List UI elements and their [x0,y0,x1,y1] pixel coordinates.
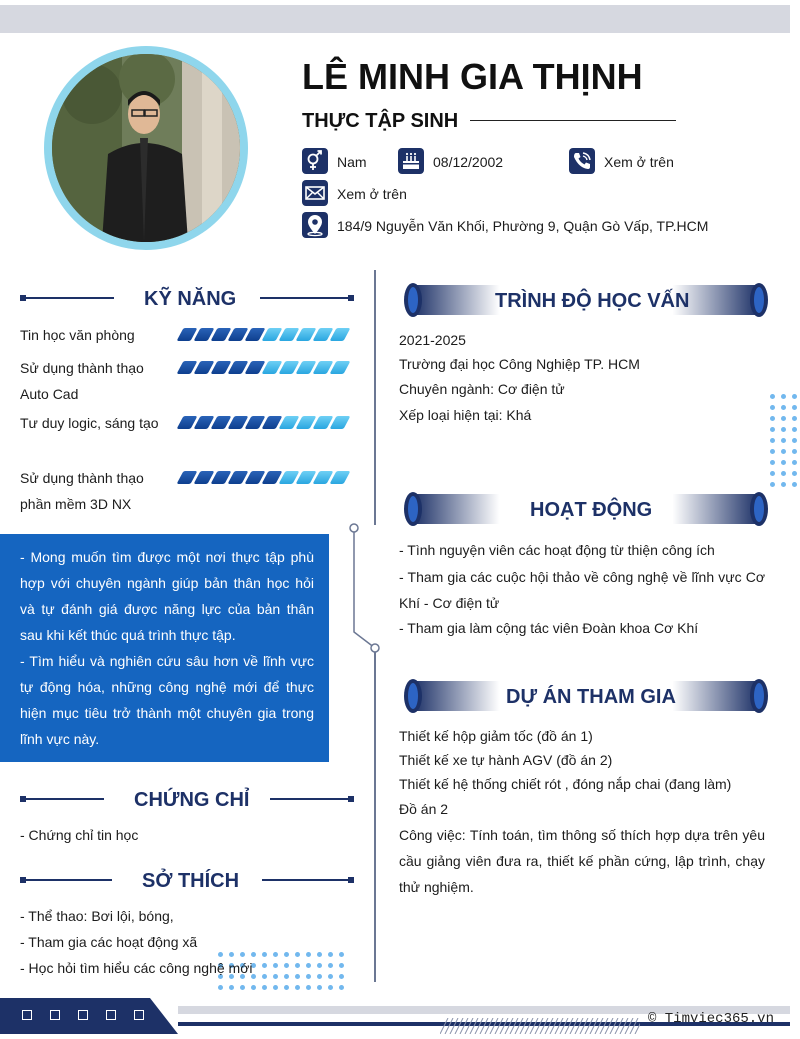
decor-dot [295,952,300,957]
decor-dot [770,394,775,399]
decor-dot [781,438,786,443]
decor-dot [306,963,311,968]
decor-dot [770,449,775,454]
cert-right-line [270,798,350,800]
decor-dot [262,974,267,979]
footer-squares [22,1010,144,1020]
skill-bar-segment [330,328,351,341]
decor-dot [328,952,333,957]
decor-dot [339,963,344,968]
project-line: Thiết kế hệ thống chiết rót , đóng nắp chai (đang làm) [399,776,732,792]
skills-right-line [260,297,350,299]
projects-title: DỰ ÁN THAM GIA [506,686,676,708]
decor-dot [273,985,278,990]
skill-bar-segment [330,471,351,484]
decor-dot-grid-right [770,394,797,487]
hobby-left-line [24,879,112,881]
decor-dot [781,471,786,476]
decor-dot [284,963,289,968]
project-line: Thiết kế xe tự hành AGV (đồ án 2) [399,752,613,768]
decor-dot [339,985,344,990]
decor-dot [770,416,775,421]
birthday-cake-icon [398,148,424,174]
decor-dot [229,985,234,990]
activity-line: - Tham gia các cuộc hội thảo về công nghệ về lĩnh vực Cơ Khí - Cơ điện tử [399,569,765,611]
decor-dot [792,482,797,487]
column-divider-top [374,270,376,525]
address-value: 184/9 Nguyễn Văn Khối, Phường 9, Quận Gò Vấp, TP.HCM [337,218,709,234]
column-divider-bottom [374,652,376,982]
certificates-title: CHỨNG CHỈ [134,789,250,811]
objective-paragraph-2: - Tìm hiểu và nghiên cứu sâu hơn về lĩnh vực tự động hóa, những công nghệ mới để thực hiện mục tiêu trở thành một chuyên gia trong lĩnh vực này. [20,653,314,747]
decor-dot [339,974,344,979]
decor-dot [273,974,278,979]
education-line: 2021-2025 [399,332,466,348]
skill-label: Sử dụng thành thạo Auto Cad [20,360,144,402]
skill-label: Sử dụng thành thạo phần mềm 3D NX [20,470,144,512]
decor-dot [295,963,300,968]
cert-right-square [348,796,354,802]
decor-dot [792,471,797,476]
decor-dot [262,985,267,990]
skill-bars [180,416,347,429]
decor-dot [792,449,797,454]
hobby-right-square [348,877,354,883]
career-objective-box [0,534,329,762]
birthday-value: 08/12/2002 [433,154,504,170]
watermark: © Timviec365.vn [647,1011,774,1027]
education-line: Chuyên ngành: Cơ điện tử [399,381,565,397]
decor-dot [770,471,775,476]
candidate-role: THỰC TẬP SINH [302,110,459,132]
decor-dot [262,963,267,968]
decor-dot [295,985,300,990]
footer-square [106,1010,116,1020]
decor-dot [317,974,322,979]
project-line: Thiết kế hộp giảm tốc (đồ án 1) [399,728,593,744]
decor-dot [240,985,245,990]
hobby-item: - Học hỏi tìm hiểu các công nghệ mới [20,960,253,976]
certificate-item: - Chứng chỉ tin học [20,827,139,843]
decor-dot [770,427,775,432]
skills-left-line [24,297,114,299]
decor-dot [792,460,797,465]
hobbies-title: SỞ THÍCH [142,870,240,892]
project-line: Công việc: Tính toán, tìm thông số thích hợp dựa trên yêu cầu giảng viên đưa ra, thiết kế phần cứng, lập trình, chạy thử nghiệm. [399,827,765,895]
decor-dot [339,952,344,957]
hobby-right-line [262,879,350,881]
role-divider [470,120,676,121]
footer-hatch [440,1018,640,1034]
decor-dot [328,963,333,968]
decor-dot [328,985,333,990]
decor-dot [781,427,786,432]
location-pin-icon [302,212,328,238]
decor-dot [781,405,786,410]
email-value: Xem ở trên [337,186,407,202]
skills-title: KỸ NĂNG [144,288,237,310]
hobby-item: - Tham gia các hoạt động xã [20,934,198,950]
decor-dot [792,427,797,432]
skill-label: Tư duy logic, sáng tạo [20,415,159,431]
decor-dot [284,952,289,957]
decor-dot [284,985,289,990]
decor-dot [792,416,797,421]
decor-dot [781,460,786,465]
skills-right-square [348,295,354,301]
decor-dot [770,482,775,487]
decor-dot [262,952,267,957]
connector-line [345,520,385,660]
education-title: TRÌNH ĐỘ HỌC VẤN [495,290,690,312]
candidate-name: LÊ MINH GIA THỊNH [302,56,643,97]
decor-dot [781,482,786,487]
decor-dot [251,985,256,990]
avatar [52,54,240,242]
footer-square [134,1010,144,1020]
skill-bar-segment [330,361,351,374]
decor-dot [781,449,786,454]
skill-label: Tin học văn phòng [20,327,135,343]
skill-bars [180,471,347,484]
decor-dot [306,974,311,979]
decor-dot [792,394,797,399]
gender-value: Nam [337,154,367,170]
activity-line: - Tình nguyện viên các hoạt động từ thiện công ích [399,542,715,558]
decor-dot [317,985,322,990]
phone-icon [569,148,595,174]
education-line: Trường đại học Công Nghiệp TP. HCM [399,356,640,372]
top-decor-bar [0,5,790,33]
decor-dot [328,974,333,979]
decor-dot [295,974,300,979]
decor-dot [770,460,775,465]
education-line: Xếp loại hiện tại: Khá [399,407,532,423]
gender-icon [302,148,328,174]
decor-dot [770,405,775,410]
activities-title: HOẠT ĐỘNG [530,499,653,521]
project-line: Đồ án 2 [399,801,449,817]
skill-bar-segment [330,416,351,429]
decor-dot [792,405,797,410]
decor-dot [273,952,278,957]
decor-dot [284,974,289,979]
footer-square [78,1010,88,1020]
envelope-icon [302,180,328,206]
cert-left-line [24,798,104,800]
skill-bars [180,328,347,341]
phone-value: Xem ở trên [604,154,674,170]
footer-square [50,1010,60,1020]
decor-dot [218,985,223,990]
decor-dot [770,438,775,443]
hobby-item: - Thể thao: Bơi lội, bóng, [20,908,174,924]
activity-line: - Tham gia làm cộng tác viên Đoàn khoa Cơ Khí [399,620,699,636]
objective-paragraph-1: - Mong muốn tìm được một nơi thực tập phù hợp với chuyên ngành giúp bản thân học hỏi và tự đánh giá được năng lực của bản thân sau khi kết thúc quá trình thực tập. [20,549,314,643]
decor-dot [306,952,311,957]
decor-dot [781,416,786,421]
footer-square [22,1010,32,1020]
decor-dot [781,394,786,399]
decor-dot [317,952,322,957]
decor-dot [317,963,322,968]
decor-dot [306,985,311,990]
decor-dot [792,438,797,443]
skill-bars [180,361,347,374]
decor-dot [273,963,278,968]
